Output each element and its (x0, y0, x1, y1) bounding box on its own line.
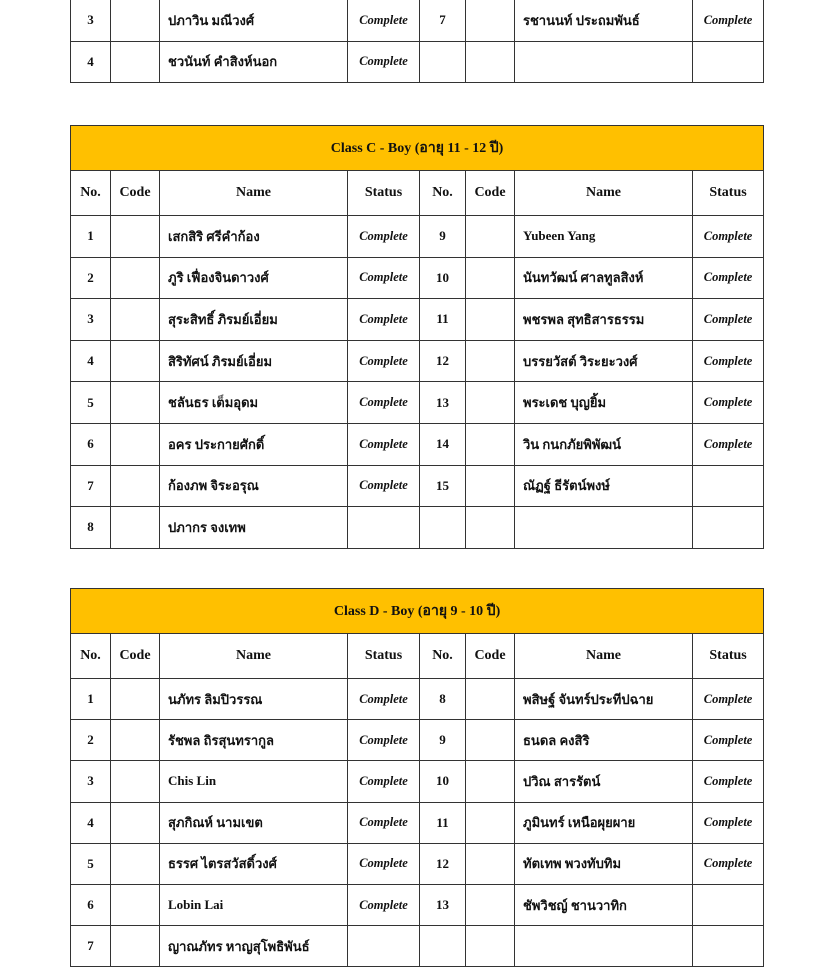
entry-name: ณัฏฐ์ ธีรัตน์พงษ์ (515, 465, 693, 507)
entry-status: Complete (348, 41, 420, 83)
entry-status: Complete (693, 720, 764, 761)
entry-code (466, 465, 515, 507)
entry-status: Complete (348, 340, 420, 382)
entry-name: ก้องภพ จิระอรุณ (160, 465, 348, 507)
entry-code (111, 679, 160, 720)
table-row (71, 257, 764, 299)
entry-status: Complete (693, 761, 764, 802)
table-row (71, 41, 764, 83)
entry-number: 14 (420, 423, 466, 465)
entry-status (693, 884, 764, 925)
entry-code (111, 340, 160, 382)
entry-code (111, 216, 160, 258)
col-no: No. (420, 171, 466, 216)
entry-number: 1 (71, 679, 111, 720)
entry-status: Complete (693, 382, 764, 424)
entry-number: 8 (71, 507, 111, 549)
entry-code (111, 0, 160, 41)
entry-status: Complete (693, 0, 764, 41)
entry-status: Complete (348, 843, 420, 884)
table-row (71, 720, 764, 761)
entry-code (466, 41, 515, 83)
col-code: Code (111, 634, 160, 679)
entry-number: 6 (71, 423, 111, 465)
entry-number: 8 (420, 679, 466, 720)
entry-name: ปภาวิน มณีวงศ์ (160, 0, 348, 41)
entry-number: 13 (420, 884, 466, 925)
table-row (71, 884, 764, 925)
entry-number: 9 (420, 720, 466, 761)
class-d-column-headers (71, 634, 764, 679)
col-status: Status (348, 171, 420, 216)
entry-code (111, 843, 160, 884)
entry-code (466, 0, 515, 41)
entry-name (515, 41, 693, 83)
entry-number: 2 (71, 257, 111, 299)
entry-number: 4 (71, 340, 111, 382)
entry-name: ชัพวิชญ์ ชานวาทิก (515, 884, 693, 925)
entry-status: Complete (348, 216, 420, 258)
class-d-body (71, 679, 764, 967)
entry-number: 13 (420, 382, 466, 424)
entry-number: 5 (71, 843, 111, 884)
col-name: Name (515, 634, 693, 679)
entry-status: Complete (348, 802, 420, 843)
entry-number: 4 (71, 41, 111, 83)
entry-name: พชรพล สุทธิสารธรรม (515, 299, 693, 341)
entry-code (111, 465, 160, 507)
col-code: Code (466, 171, 515, 216)
entry-number: 11 (420, 802, 466, 843)
entry-name (515, 926, 693, 967)
table-row (71, 761, 764, 802)
entry-code (466, 843, 515, 884)
entry-status: Complete (693, 299, 764, 341)
entry-name: พระเดช บุญยิ้ม (515, 382, 693, 424)
entry-name: ปวิณ สารรัตน์ (515, 761, 693, 802)
class-d-table (70, 588, 764, 967)
entry-name: ชลันธร เต็มอุดม (160, 382, 348, 424)
entry-name: ทัตเทพ พวงทับทิม (515, 843, 693, 884)
col-name: Name (515, 171, 693, 216)
class-c-body (71, 216, 764, 549)
entry-status (693, 41, 764, 83)
entry-name: รชานนท์ ประถมพันธ์ (515, 0, 693, 41)
entry-number: 12 (420, 340, 466, 382)
entry-status (348, 507, 420, 549)
entry-code (111, 41, 160, 83)
entry-name: ภูริ เฟื่องจินดาวงศ์ (160, 257, 348, 299)
entry-code (111, 382, 160, 424)
entry-number: 3 (71, 0, 111, 41)
entry-code (466, 216, 515, 258)
entry-number: 10 (420, 761, 466, 802)
entry-code (466, 679, 515, 720)
entry-name: ชวนันท์ คำสิงห์นอก (160, 41, 348, 83)
entry-name: สุภกิณห์ นามเขต (160, 802, 348, 843)
entry-number: 7 (71, 926, 111, 967)
entry-code (111, 802, 160, 843)
entry-code (466, 761, 515, 802)
entry-name: ภูมินทร์ เหนือผุยผาย (515, 802, 693, 843)
entry-code (111, 761, 160, 802)
entry-name: ธรรศ ไตรสวัสดิ์วงศ์ (160, 843, 348, 884)
entry-number: 11 (420, 299, 466, 341)
entry-code (466, 926, 515, 967)
entry-number (420, 507, 466, 549)
entry-name: บรรยวัสต์ วิระยะวงศ์ (515, 340, 693, 382)
entry-status (348, 926, 420, 967)
top-table-body (71, 0, 764, 83)
entry-status: Complete (693, 843, 764, 884)
entry-number (420, 926, 466, 967)
entry-code (466, 257, 515, 299)
entry-status: Complete (693, 216, 764, 258)
table-row (71, 679, 764, 720)
table-row (71, 340, 764, 382)
entry-name: ปภากร จงเทพ (160, 507, 348, 549)
entry-name: รัชพล ถิรสุนทรากูล (160, 720, 348, 761)
entry-name: สิริทัศน์ ภิรมย์เอี่ยม (160, 340, 348, 382)
table-row (71, 423, 764, 465)
col-no: No. (71, 171, 111, 216)
entry-number: 1 (71, 216, 111, 258)
col-name: Name (160, 634, 348, 679)
entry-status: Complete (348, 884, 420, 925)
entry-name: ญาณภัทร หาญสุโพธิพันธ์ (160, 926, 348, 967)
entry-number: 9 (420, 216, 466, 258)
entry-status: Complete (348, 423, 420, 465)
table-row (71, 382, 764, 424)
class-c-table (70, 125, 764, 549)
table-row (71, 507, 764, 549)
entry-status: Complete (348, 761, 420, 802)
col-status: Status (348, 634, 420, 679)
class-c-column-headers (71, 171, 764, 216)
entry-code (466, 802, 515, 843)
entry-code (111, 257, 160, 299)
entry-number: 4 (71, 802, 111, 843)
entry-status: Complete (348, 720, 420, 761)
entry-status (693, 465, 764, 507)
col-code: Code (466, 634, 515, 679)
entry-number: 15 (420, 465, 466, 507)
entry-number: 5 (71, 382, 111, 424)
entry-number (420, 41, 466, 83)
col-status: Status (693, 171, 764, 216)
entry-name: Lobin Lai (160, 884, 348, 925)
entry-number: 3 (71, 299, 111, 341)
entry-status: Complete (348, 465, 420, 507)
entry-code (111, 299, 160, 341)
entry-name: ธนดล คงสิริ (515, 720, 693, 761)
entry-status (693, 507, 764, 549)
entry-number: 7 (71, 465, 111, 507)
table-row (71, 843, 764, 884)
entry-name: พสิษฐ์ จันทร์ประทีปฉาย (515, 679, 693, 720)
entry-code (111, 926, 160, 967)
entry-status: Complete (693, 679, 764, 720)
entry-status: Complete (348, 257, 420, 299)
entry-name: นันทวัฒน์ ศาลทูลสิงห์ (515, 257, 693, 299)
entry-code (111, 720, 160, 761)
entry-number: 7 (420, 0, 466, 41)
class-d-title: Class D - Boy (อายุ 9 - 10 ปี) (71, 589, 764, 634)
entry-code (466, 382, 515, 424)
table-row (71, 216, 764, 258)
entry-number: 10 (420, 257, 466, 299)
entry-name: เสกสิริ ศรีคำก้อง (160, 216, 348, 258)
entry-name (515, 507, 693, 549)
entry-status: Complete (693, 802, 764, 843)
entry-name: สุระสิทธิ์ ภิรมย์เอี่ยม (160, 299, 348, 341)
entry-name: Chis Lin (160, 761, 348, 802)
entry-status: Complete (348, 299, 420, 341)
entry-status: Complete (693, 423, 764, 465)
entry-code (466, 423, 515, 465)
entry-status: Complete (348, 0, 420, 41)
table-row (71, 299, 764, 341)
table-row (71, 926, 764, 967)
entry-code (111, 884, 160, 925)
entry-code (466, 340, 515, 382)
entry-number: 6 (71, 884, 111, 925)
entry-name: อคร ประกายศักดิ์ (160, 423, 348, 465)
entry-status (693, 926, 764, 967)
entry-status: Complete (348, 679, 420, 720)
entry-name: นภัทร ลิมปิวรรณ (160, 679, 348, 720)
entry-number: 12 (420, 843, 466, 884)
entry-name: วิน กนกภัยพิพัฒน์ (515, 423, 693, 465)
entry-number: 3 (71, 761, 111, 802)
table-row (71, 465, 764, 507)
class-c-title: Class C - Boy (อายุ 11 - 12 ปี) (71, 126, 764, 171)
col-name: Name (160, 171, 348, 216)
entry-code (111, 423, 160, 465)
col-no: No. (71, 634, 111, 679)
table-row (71, 0, 764, 41)
entry-name: Yubeen Yang (515, 216, 693, 258)
col-code: Code (111, 171, 160, 216)
entry-status: Complete (348, 382, 420, 424)
col-no: No. (420, 634, 466, 679)
entry-code (466, 884, 515, 925)
entry-code (466, 507, 515, 549)
table-row (71, 802, 764, 843)
entry-status: Complete (693, 257, 764, 299)
top-partial-table (70, 0, 764, 83)
col-status: Status (693, 634, 764, 679)
entry-code (111, 507, 160, 549)
entry-number: 2 (71, 720, 111, 761)
entry-code (466, 720, 515, 761)
entry-status: Complete (693, 340, 764, 382)
entry-code (466, 299, 515, 341)
